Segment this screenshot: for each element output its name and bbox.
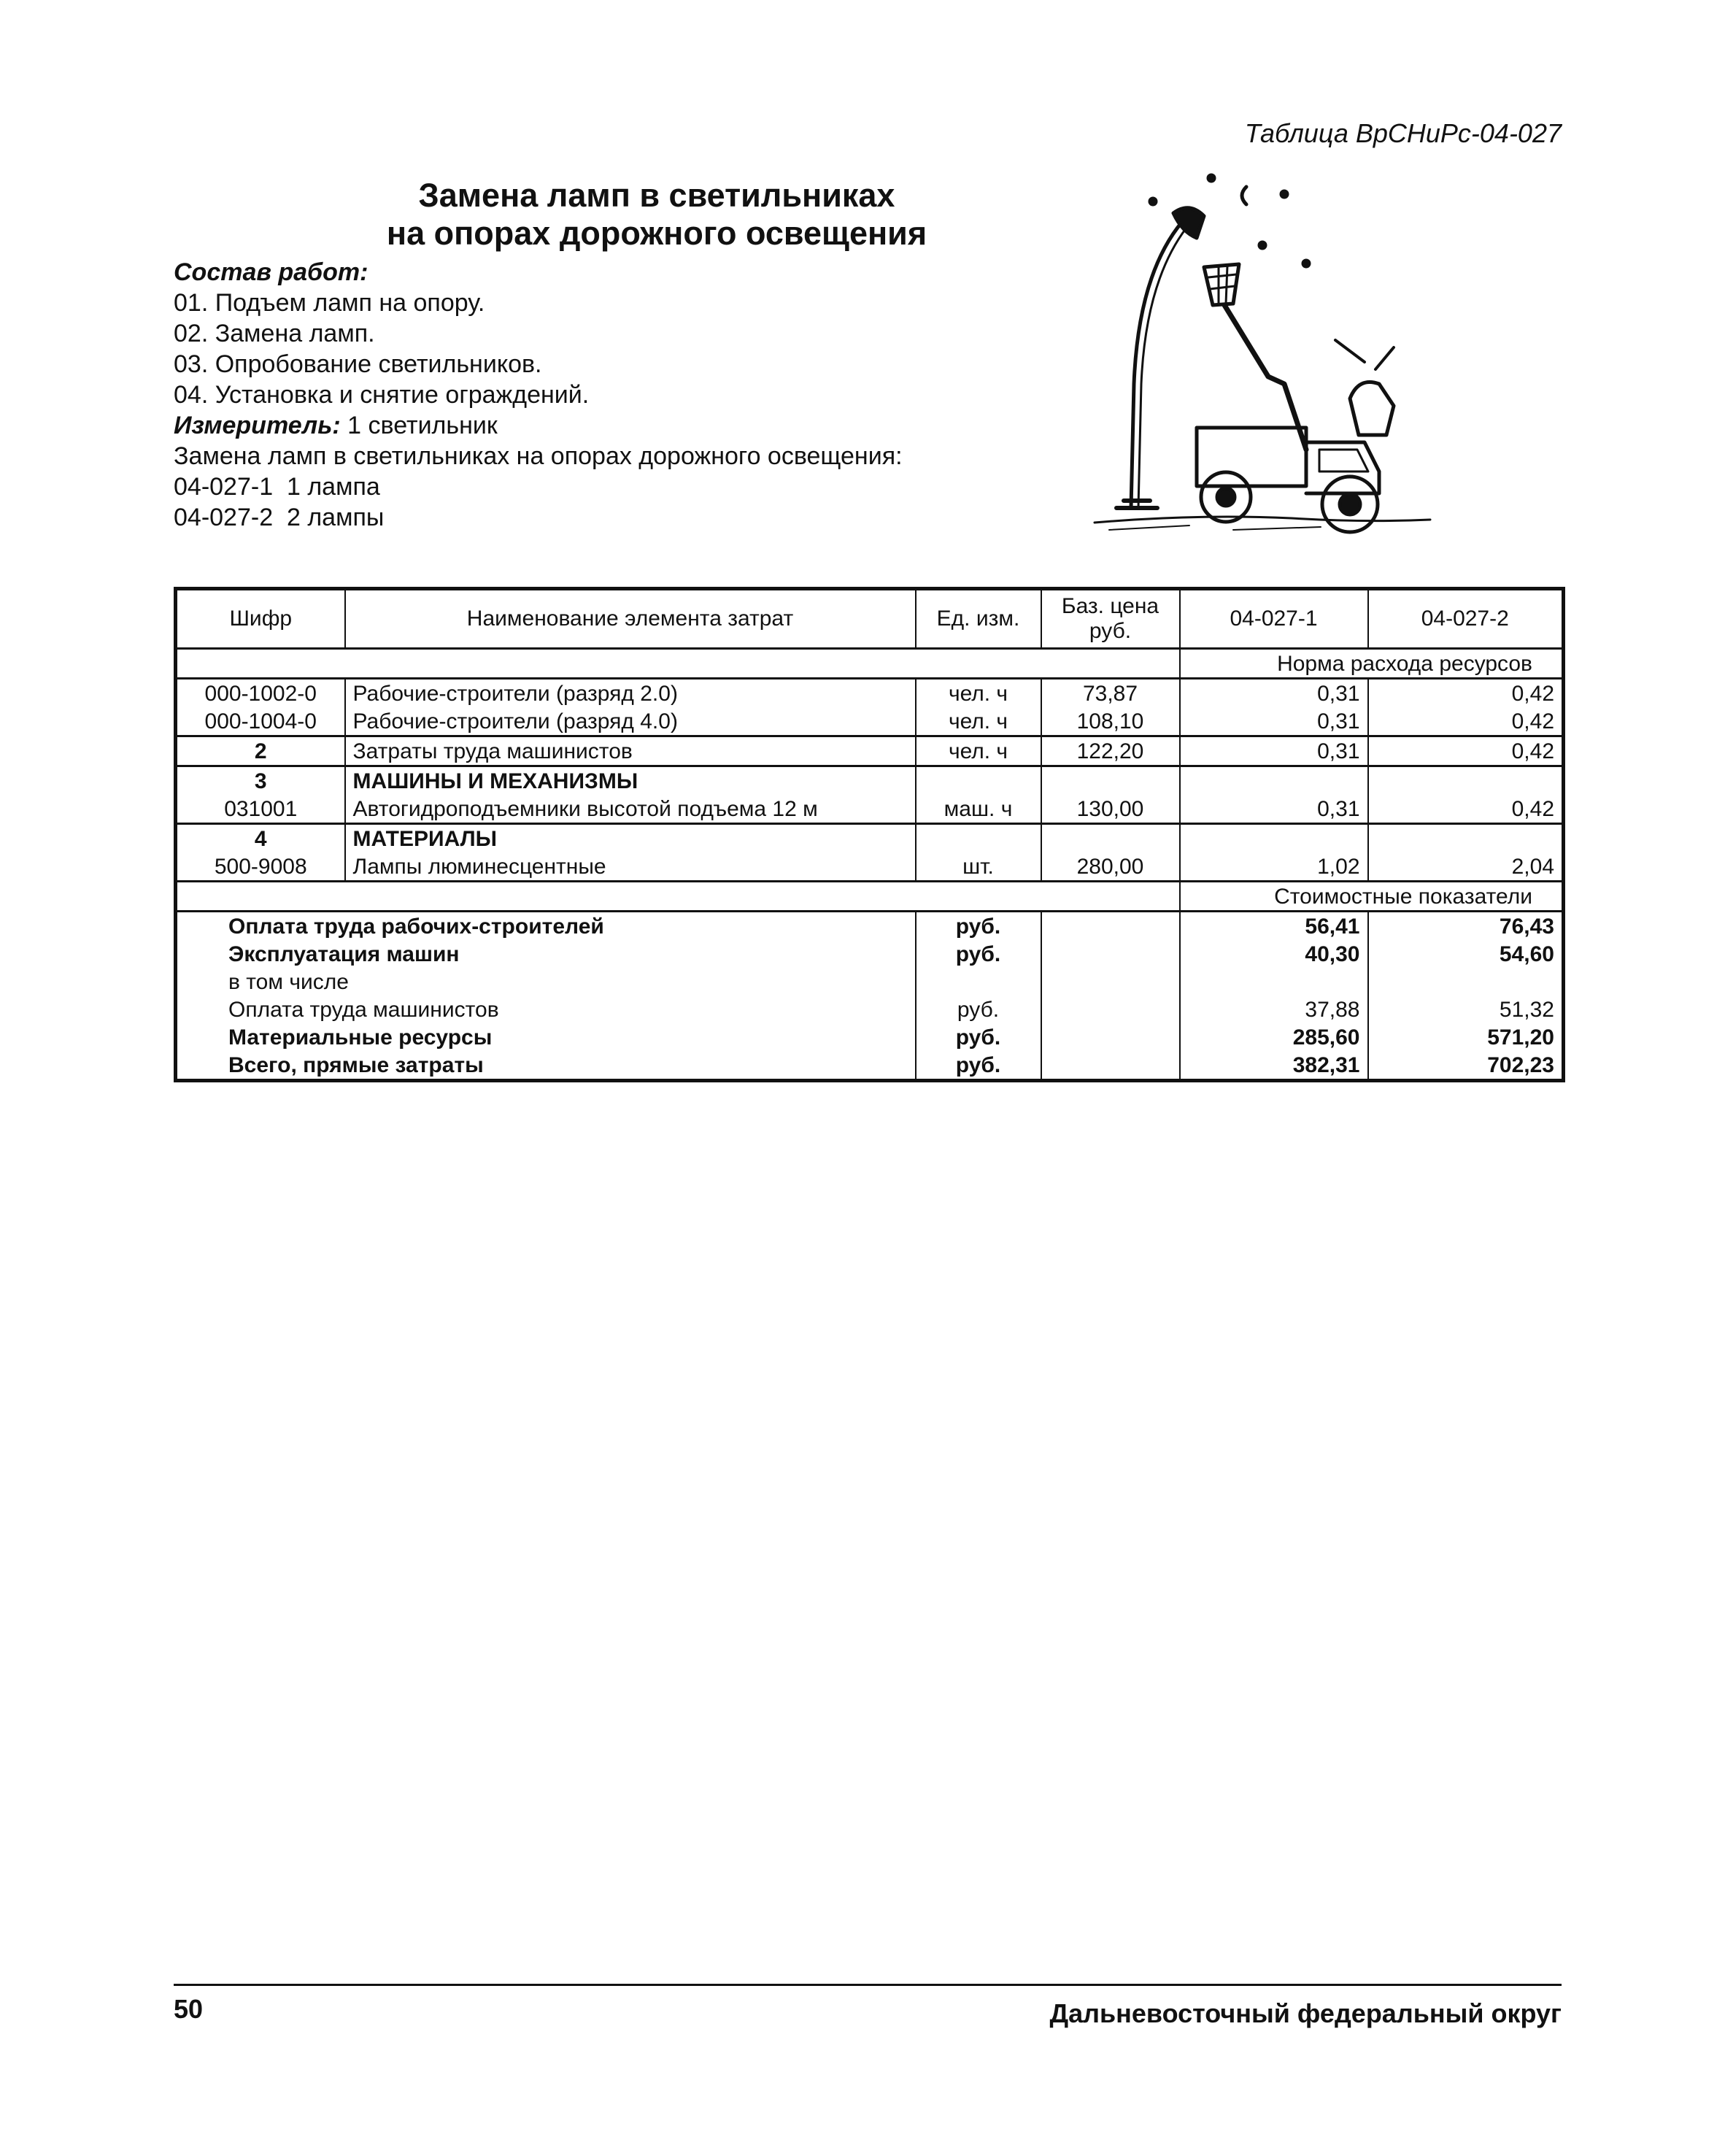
total-value-2: 54,60 <box>1368 940 1564 968</box>
row-unit: чел. ч <box>916 707 1041 736</box>
header-code: Шифр <box>176 589 345 649</box>
row-code: 2 <box>176 736 345 766</box>
resource-table <box>174 587 1565 1082</box>
table-row <box>176 679 1564 708</box>
total-label: Оплата труда машинистов <box>228 998 499 1022</box>
row-code: 000-1002-0 <box>176 679 345 708</box>
title-line-1: Замена ламп в светильниках <box>418 177 895 214</box>
row-value-1: 0,31 <box>1180 679 1368 708</box>
row-value-2: 2,04 <box>1368 852 1564 882</box>
total-row <box>176 912 1564 941</box>
section-row <box>176 649 1564 679</box>
lamp-head <box>1173 208 1204 238</box>
work-item: 01. Подъем ламп на опору. <box>174 289 485 317</box>
table-row <box>176 824 1564 853</box>
total-unit: руб. <box>916 940 1041 968</box>
star-dot <box>1150 199 1156 204</box>
variant-description: Замена ламп в светильниках на опорах дорожного освещения: <box>174 442 903 470</box>
star-dot <box>1281 191 1287 197</box>
star-dot <box>1303 261 1309 266</box>
row-price: 108,10 <box>1041 707 1180 736</box>
total-value-2: 51,32 <box>1368 996 1564 1023</box>
table-row <box>176 766 1564 796</box>
total-label: в том числе <box>228 970 349 994</box>
header-variant-2: 04-027-2 <box>1368 589 1564 649</box>
row-code: 500-9008 <box>214 855 307 879</box>
table-row <box>176 852 1564 882</box>
row-code: 000-1004-0 <box>204 709 317 734</box>
ground-line <box>1095 517 1430 523</box>
variant-item: 04-027-1 1 лампа <box>174 473 380 501</box>
star-dot <box>1208 175 1214 181</box>
section-norm-label: Норма расхода ресурсов <box>1180 649 1564 679</box>
row-unit: шт. <box>916 852 1041 882</box>
row-price: 122,20 <box>1041 736 1180 766</box>
row-name: Лампы люминесцентные <box>345 852 916 882</box>
moon-icon <box>1242 187 1246 204</box>
total-label: Оплата труда рабочих-строителей <box>176 912 916 941</box>
page-title <box>292 177 1022 253</box>
total-unit: руб. <box>916 912 1041 941</box>
table-row <box>176 795 1564 824</box>
total-value-1: 56,41 <box>1180 912 1368 941</box>
row-code: 031001 <box>224 797 298 821</box>
total-label: Всего, прямые затраты <box>228 1053 484 1077</box>
measure-label: Измеритель: <box>174 412 341 439</box>
title-line-2: на опорах дорожного освещения <box>386 215 927 252</box>
star-dot <box>1259 242 1265 248</box>
table-row <box>176 707 1564 736</box>
row-value-1: 0,31 <box>1180 707 1368 736</box>
section-row <box>176 882 1564 912</box>
header-price: Баз. цена руб. <box>1041 589 1180 649</box>
measure-value: 1 светильник <box>340 412 498 439</box>
work-description <box>174 257 1049 533</box>
row-value-1: 1,02 <box>1180 852 1368 882</box>
total-row <box>176 1023 1564 1051</box>
total-unit: руб. <box>916 1023 1041 1051</box>
operator-figure <box>1350 382 1394 436</box>
header-name: Наименование элемента затрат <box>345 589 916 649</box>
measure-line <box>174 410 1049 441</box>
row-price: 130,00 <box>1041 795 1180 824</box>
work-item: 04. Установка и снятие ограждений. <box>174 381 590 409</box>
row-code: 4 <box>176 824 345 853</box>
total-row <box>176 940 1564 968</box>
total-value-1: 37,88 <box>1180 996 1368 1023</box>
total-label: Эксплуатация машин <box>228 942 460 966</box>
row-price: 280,00 <box>1041 852 1180 882</box>
row-name: Рабочие-строители (разряд 4.0) <box>345 707 916 736</box>
total-row <box>176 1051 1564 1081</box>
total-value-2: 702,23 <box>1368 1051 1564 1081</box>
footer-district: Дальневосточный федеральный округ <box>1049 1998 1562 2028</box>
row-code: 3 <box>176 766 345 796</box>
row-value-1: 0,31 <box>1180 795 1368 824</box>
work-item: 02. Замена ламп. <box>174 320 375 347</box>
lift-truck-illustration <box>1087 165 1438 544</box>
row-value-2: 0,42 <box>1368 736 1564 766</box>
row-name: МАШИНЫ И МЕХАНИЗМЫ <box>345 766 916 796</box>
row-name: Затраты труда машинистов <box>345 736 916 766</box>
total-value-1: 382,31 <box>1180 1051 1368 1081</box>
total-value-2: 76,43 <box>1368 912 1564 941</box>
row-value-2: 0,42 <box>1368 707 1564 736</box>
row-unit: маш. ч <box>916 795 1041 824</box>
header-variant-1: 04-027-1 <box>1180 589 1368 649</box>
total-value-2: 571,20 <box>1368 1023 1564 1051</box>
page-number: 50 <box>174 1994 204 2024</box>
total-value-1: 285,60 <box>1180 1023 1368 1051</box>
row-price: 73,87 <box>1041 679 1180 708</box>
variant-item: 04-027-2 2 лампы <box>174 504 385 531</box>
total-row <box>176 996 1564 1023</box>
row-name: Рабочие-строители (разряд 2.0) <box>345 679 916 708</box>
row-name: МАТЕРИАЛЫ <box>345 824 916 853</box>
row-value-1: 0,31 <box>1180 736 1368 766</box>
table-row <box>176 736 1564 766</box>
section-cost-label: Стоимостные показатели <box>1180 882 1564 912</box>
row-unit: чел. ч <box>916 679 1041 708</box>
table-header-row <box>176 589 1564 649</box>
table-reference: Таблица ВрСНиРс-04-027 <box>1244 118 1562 148</box>
row-value-2: 0,42 <box>1368 679 1564 708</box>
total-row <box>176 968 1564 996</box>
footer-divider <box>174 1984 1562 1986</box>
row-name: Автогидроподъемники высотой подъема 12 м <box>345 795 916 824</box>
total-value-1: 40,30 <box>1180 940 1368 968</box>
header-unit: Ед. изм. <box>916 589 1041 649</box>
total-label: Материальные ресурсы <box>228 1025 493 1050</box>
row-value-2: 0,42 <box>1368 795 1564 824</box>
work-item: 03. Опробование светильников. <box>174 350 542 378</box>
total-unit: руб. <box>916 996 1041 1023</box>
works-heading: Состав работ: <box>174 258 368 286</box>
row-unit: чел. ч <box>916 736 1041 766</box>
lift-bucket <box>1204 264 1239 305</box>
total-unit: руб. <box>916 1051 1041 1081</box>
